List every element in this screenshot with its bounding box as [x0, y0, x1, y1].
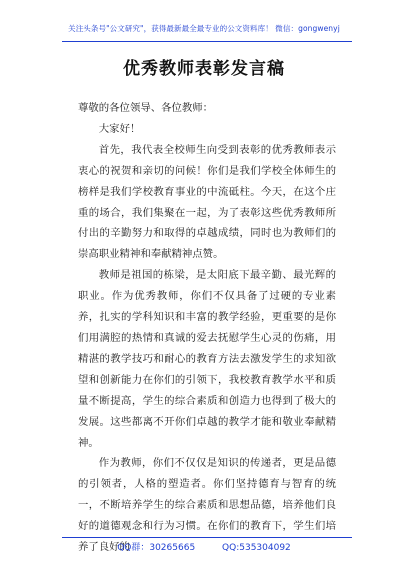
paragraph: 首先，我代表全校师生向受到表彰的优秀教师表示衷心的祝贺和亲切的问候！你们是我们学校全体师生的榜样是我们学校教育事业的中流砥柱。今天，在这个庄重的场合，我们集聚在一起，为了表彰这些优秀教师所付出的辛勤努力和取得的卓越成绩，同时也为教师们的崇高职业精神和奉献精神点赞。: [78, 143, 336, 261]
footer-qq: QQ:535304092: [222, 543, 291, 553]
document-body: [78, 98, 336, 558]
footer-qq-group: QQ群：30265665: [117, 543, 196, 553]
header-note: 关注头条号"公文研究"，获得最新最全最专业的公文资料库！ 微信：gongwenyj: [68, 24, 340, 33]
header-divider: [62, 41, 352, 42]
paragraph: 教师是祖国的栋梁，是太阳底下最辛勤、最光辉的职业。作为优秀教师，你们不仅具备了过硬的专业素养，扎实的学科知识和丰富的教学经验，更重要的是你们用满腔的热情和真诚的爱去抚慰学生心灵的伤痛，用精湛的教学技巧和耐心的教育方法去激发学生的求知欲望和创新能力在你们的引领下，我校教育教学水平和质量不断提高，学生的综合素质和创造力也得到了极大的发展。这些都离不开你们卓越的教学才能和敬业奉献精神。: [78, 269, 336, 449]
paragraph: 作为教师，你们不仅仅是知识的传递者，更是品德的引领者，人格的塑造者。你们坚持德育与智育的统一，不断培养学生的综合素质和思想品德，培养他们良好的道德观念和行为习惯。在你们的教育下，学生们培养了良好的: [78, 457, 336, 554]
greeting: 大家好！: [98, 122, 141, 135]
document-title: 优秀教师表彰发言稿: [123, 59, 285, 79]
footer: [0, 540, 408, 553]
footer-divider: [62, 537, 352, 538]
salutation: 尊敬的各位领导、各位教师：: [78, 102, 214, 114]
